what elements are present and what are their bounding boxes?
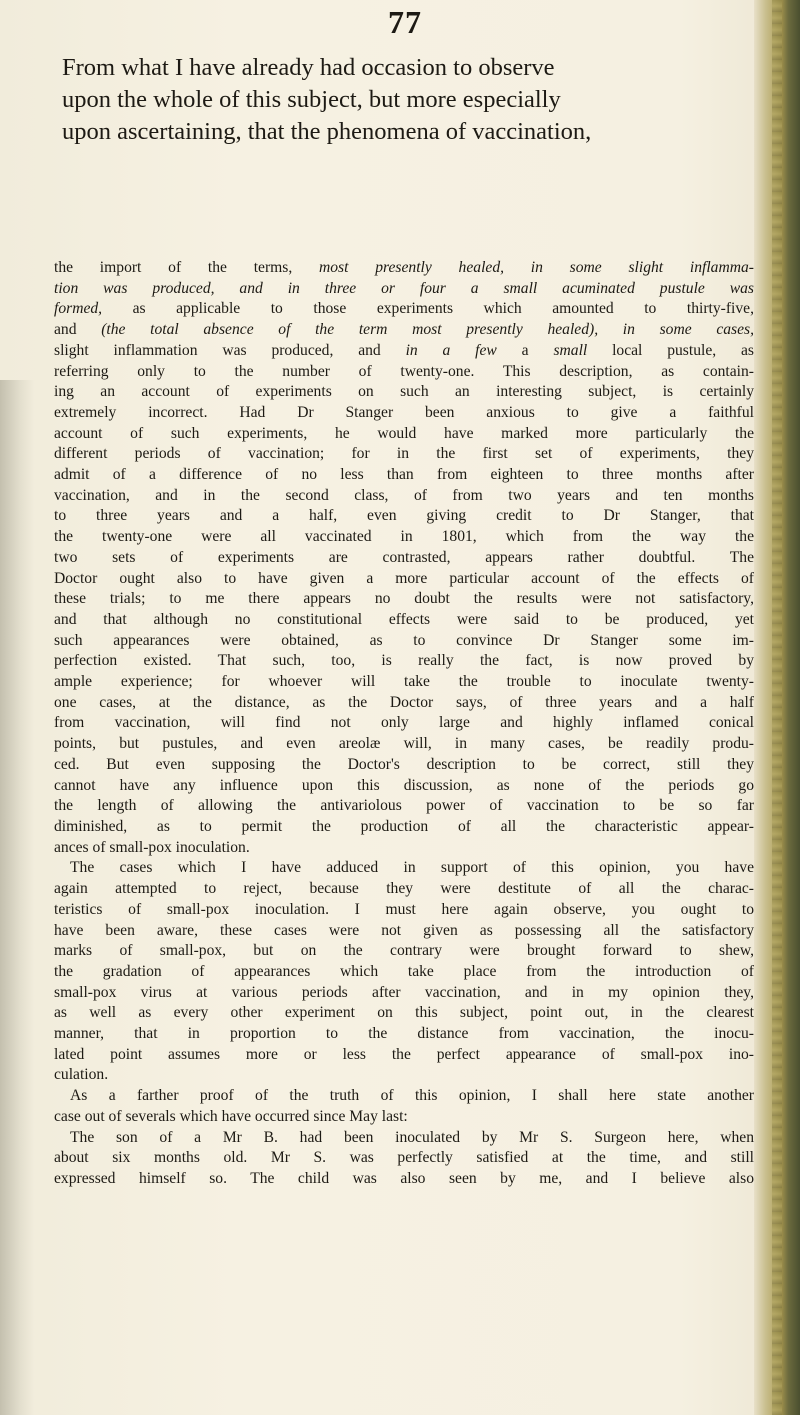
text-segment: and that although no constitutional effects were said to be produced, yet	[54, 610, 754, 628]
text-segment: different periods of vaccination; for in the first set of experiments, they	[54, 445, 754, 463]
italic-text: tion was produced, and in three or four a small acuminated pustule was	[54, 279, 754, 297]
text-segment: two sets of experiments are contrasted, appears rather doubtful. The	[54, 548, 754, 566]
text-line	[54, 1107, 754, 1128]
text-line	[54, 403, 754, 424]
text-segment: one cases, at the distance, as the Doctor says, of three years and a half	[54, 693, 754, 711]
opening-paragraph	[62, 52, 752, 148]
text-line	[54, 610, 754, 631]
text-segment: ample experience; for whoever will take the trouble to inoculate twenty-	[54, 673, 754, 691]
text-segment: vaccination, and in the second class, of from two years and ten months	[54, 486, 754, 504]
text-line	[54, 382, 754, 403]
text-line	[54, 672, 754, 693]
text-line	[54, 755, 754, 776]
text-segment: a	[496, 341, 554, 359]
text-segment: ced. But even supposing the Doctor's description to be correct, still they	[54, 755, 754, 773]
text-segment: The son of a Mr B. had been inoculated by Mr S. Surgeon here, when	[70, 1128, 754, 1146]
opening-line: upon the whole of this subject, but more especially	[62, 86, 561, 113]
text-segment: the import of the terms,	[54, 259, 319, 276]
text-line	[54, 713, 754, 734]
text-segment: about six months old. Mr S. was perfectly satisfied at the time, and still	[54, 1149, 754, 1167]
text-segment: manner, that in proportion to the distance from vaccination, the inocu-	[54, 1025, 754, 1043]
opening-line: upon ascertaining, that the phenomena of vaccination,	[62, 118, 592, 145]
italic-text: small	[553, 341, 588, 359]
text-line	[54, 320, 754, 341]
text-line	[54, 424, 754, 445]
text-line	[54, 1045, 754, 1066]
text-line	[54, 941, 754, 962]
text-segment: lated point assumes more or less the perfect appearance of small-pox ino-	[54, 1045, 754, 1063]
text-segment: marks of small-pox, but on the contrary were brought forward to shew,	[54, 942, 754, 960]
text-segment: again attempted to reject, because they were destitute of all the charac-	[54, 880, 754, 898]
text-segment: admit of a difference of no less than from eighteen to three months after	[54, 466, 754, 484]
text-segment: slight inflammation was produced, and	[54, 341, 406, 359]
text-line	[54, 465, 754, 486]
italic-text: (the total absence of the term most presently healed), in some cases,	[101, 321, 754, 339]
text-line	[54, 569, 754, 590]
text-segment: and	[54, 321, 102, 339]
italic-text: most presently healed, in some slight inflamma-	[319, 259, 754, 276]
text-segment: expressed himself so. The child was also seen by me, and I believe also	[54, 1169, 754, 1187]
text-line	[54, 1065, 754, 1086]
text-line	[54, 299, 754, 320]
text-line	[54, 1128, 754, 1149]
text-segment: cannot have any influence upon this discussion, as none of the periods go	[54, 776, 754, 794]
text-line	[54, 776, 754, 797]
book-binding-edge	[754, 0, 800, 1415]
text-line	[54, 838, 754, 859]
text-line	[54, 900, 754, 921]
page-number: 77	[388, 4, 422, 40]
body-text	[54, 258, 754, 1190]
text-line	[54, 631, 754, 652]
text-segment: As a farther proof of the truth of this opinion, I shall here state another	[70, 1087, 754, 1105]
text-segment: have been aware, these cases were not given as possessing all the satisfactory	[54, 921, 754, 939]
text-line	[54, 1148, 754, 1169]
text-line	[54, 444, 754, 465]
text-line	[54, 921, 754, 942]
text-line	[54, 1086, 754, 1107]
gutter-shadow	[0, 380, 34, 1415]
text-segment: teristics of small-pox inoculation. I must here again observe, you ought to	[54, 900, 754, 918]
binding-texture	[772, 0, 782, 1415]
text-line	[54, 1024, 754, 1045]
italic-text: formed,	[54, 300, 103, 318]
text-segment: such appearances were obtained, as to convince Dr Stanger some im-	[54, 631, 754, 649]
opening-line: From what I have already had occasion to observe	[62, 54, 555, 81]
text-segment: the twenty-one were all vaccinated in 1801, which from the way the	[54, 528, 754, 546]
text-line	[54, 548, 754, 569]
text-segment: diminished, as to permit the production of all the characteristic appear-	[54, 817, 754, 835]
text-segment: from vaccination, will find not only large and highly inflamed conical	[54, 714, 754, 732]
text-segment: as well as every other experiment on this subject, point out, in the clearest	[54, 1004, 754, 1022]
text-segment: extremely incorrect. Had Dr Stanger been anxious to give a faithful	[54, 403, 754, 421]
text-line	[54, 362, 754, 383]
text-segment: these trials; to me there appears no doubt the results were not satisfactory,	[54, 590, 754, 608]
text-segment: the length of allowing the antivariolous power of vaccination to be so far	[54, 797, 754, 815]
text-segment: the gradation of appearances which take place from the introduction of	[54, 962, 754, 980]
italic-text: in a few	[405, 341, 497, 359]
text-line	[54, 1169, 754, 1190]
text-segment: case out of severals which have occurred since May last:	[54, 1107, 408, 1125]
text-line	[54, 651, 754, 672]
text-line	[54, 279, 754, 300]
text-segment: The cases which I have adduced in support of this opinion, you have	[70, 859, 754, 877]
text-line	[54, 341, 754, 362]
text-segment: ing an account of experiments on such an interesting subject, is certainly	[54, 383, 754, 401]
text-segment: perfection existed. That such, too, is really the fact, is now proved by	[54, 652, 754, 670]
text-line	[54, 734, 754, 755]
text-line	[54, 693, 754, 714]
text-segment: Doctor ought also to have given a more particular account of the effects of	[54, 569, 754, 587]
text-line	[54, 796, 754, 817]
text-line	[54, 962, 754, 983]
text-line	[54, 1003, 754, 1024]
text-line	[54, 589, 754, 610]
text-segment: small-pox virus at various periods after vaccination, and in my opinion they,	[54, 983, 754, 1001]
text-line	[54, 258, 754, 279]
text-line	[54, 858, 754, 879]
text-line	[54, 817, 754, 838]
text-line	[54, 506, 754, 527]
text-segment: culation.	[54, 1066, 109, 1084]
text-line	[54, 879, 754, 900]
text-segment: referring only to the number of twenty-one. This description, as contain-	[54, 362, 754, 380]
text-line	[54, 527, 754, 548]
text-line	[54, 486, 754, 507]
text-segment: as applicable to those experiments which amounted to thirty-five,	[102, 300, 754, 318]
text-segment: to three years and a half, even giving credit to Dr Stanger, that	[54, 507, 754, 525]
text-line	[54, 983, 754, 1004]
text-segment: account of such experiments, he would have marked more particularly the	[54, 424, 754, 442]
text-segment: points, but pustules, and even areolæ will, in many cases, be readily produ-	[54, 735, 754, 753]
text-segment: local pustule, as	[587, 341, 754, 359]
text-segment: ances of small-pox inoculation.	[54, 838, 250, 856]
